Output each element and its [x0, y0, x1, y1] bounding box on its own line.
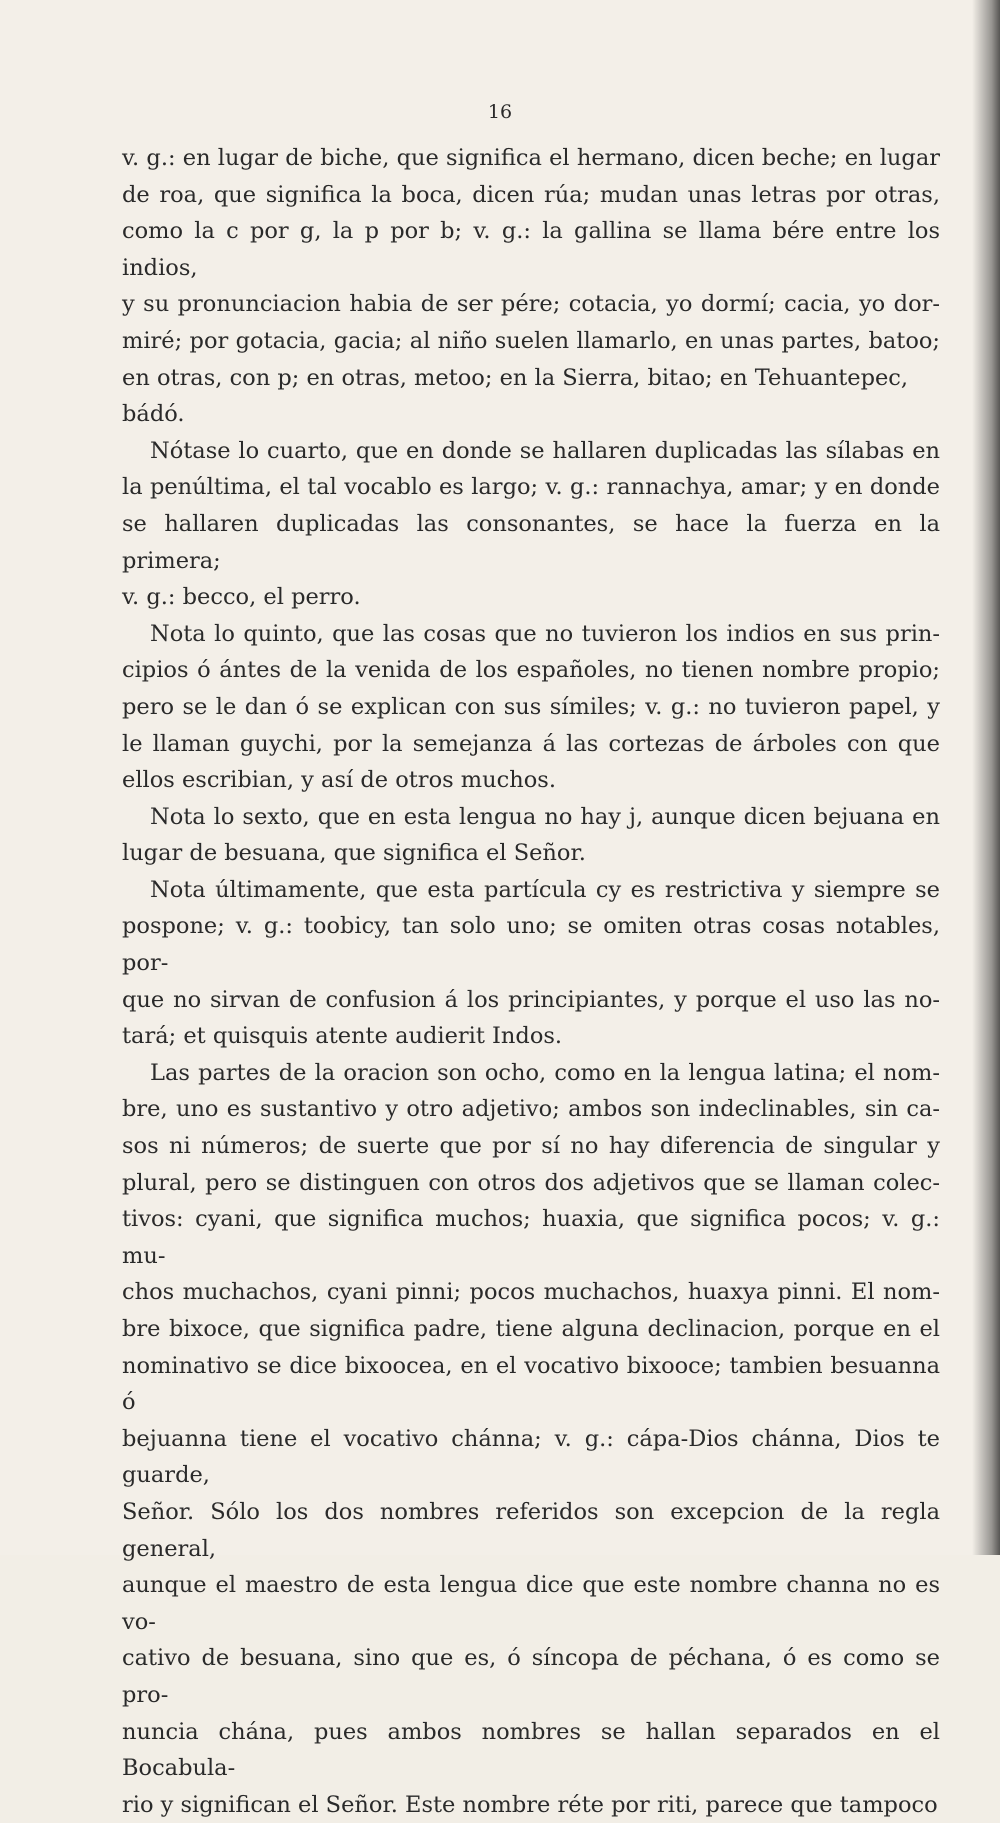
text-line: chos muchachos, cyani pinni; pocos muchachos, huaxya pinni. El nom-: [122, 1279, 940, 1306]
paragraph-p4: [122, 799, 940, 872]
text-line: le llaman guychi, por la semejanza á las cortezas de árboles con que: [122, 730, 940, 757]
paragraph-p5: [122, 872, 940, 1055]
text-line: tará; et quisquis atente audierit Indos.: [122, 1023, 563, 1050]
text-line: pero se le dan ó se explican con sus símiles; v. g.: no tuvieron papel, y: [122, 693, 940, 720]
text-line: Las partes de la oracion son ocho, como en la lengua latina; el nom-: [150, 1059, 940, 1086]
text-line: v. g.: en lugar de biche, que significa el hermano, dicen beche; en lugar: [122, 145, 940, 171]
text-line: pospone; v. g.: toobicy, tan solo uno; se omiten otras cosas notables, por-: [122, 913, 940, 977]
text-line: Nota lo quinto, que las cosas que no tuvieron los indios en sus prin-: [150, 620, 940, 647]
text-line: Nota últimamente, que esta partícula cy es restrictiva y siempre se: [150, 876, 940, 903]
text-line: nominativo se dice bixoocea, en el vocativo bixooce; tambien besuanna ó: [122, 1352, 940, 1416]
text-line: plural, pero se distinguen con otros dos adjetivos que se llaman colec-: [122, 1169, 940, 1196]
page-number: 16: [487, 101, 513, 123]
text-line: v. g.: becco, el perro.: [122, 584, 361, 611]
text-line: Nótase lo cuarto, que en donde se hallaren duplicadas las sílabas en: [150, 437, 940, 464]
paragraph-p6: [122, 1055, 940, 1823]
text-line: cipios ó ántes de la venida de los españoles, no tienen nombre propio;: [122, 657, 940, 684]
text-line: Nota lo sexto, que en esta lengua no hay j, aunque dicen bejuana en: [150, 803, 940, 830]
text-line: como la c por g, la p por b; v. g.: la gallina se llama bére entre los indios,: [122, 218, 940, 281]
text-line: nuncia chána, pues ambos nombres se hallan separados en el Bocabula-: [122, 1718, 940, 1782]
text-line: se hallaren duplicadas las consonantes, se hace la fuerza en la primera;: [122, 510, 940, 574]
paragraph-p3: [122, 616, 940, 799]
text-line: rio y significan el Señor. Este nombre réte por riti, parece que tampoco: [122, 1791, 938, 1818]
page-edge-shadow: [972, 0, 1000, 1555]
text-line: que no sirvan de confusion á los principiantes, y porque el uso las no-: [122, 986, 940, 1013]
text-line: de roa, que significa la boca, dicen rúa; mudan unas letras por otras,: [122, 181, 940, 208]
text-line: sos ni números; de suerte que por sí no hay diferencia de singular y: [122, 1133, 940, 1160]
text-line: bejuanna tiene el vocativo chánna; v. g.: cápa-Dios chánna, Dios te guarde,: [122, 1425, 940, 1489]
text-line: ellos escribian, y así de otros muchos.: [122, 767, 556, 794]
text-line: lugar de besuana, que significa el Señor.: [122, 840, 586, 867]
text-line: bre, uno es sustantivo y otro adjetivo; ambos son indeclinables, sin ca-: [122, 1096, 940, 1123]
paragraph-p2: [122, 433, 940, 616]
text-line: tivos: cyani, que significa muchos; huaxia, que significa pocos; v. g.: mu-: [122, 1206, 940, 1269]
text-line: miré; por gotacia, gacia; al niño suelen llamarlo, en unas partes, batoo;: [122, 327, 940, 354]
text-line: y su pronunciacion habia de ser pére; cotacia, yo dormí; cacia, yo dor-: [122, 291, 940, 318]
paragraph-p1: [122, 140, 940, 433]
text-line: cativo de besuana, sino que es, ó síncopa de péchana, ó es como se pro-: [122, 1645, 940, 1708]
text-line: en otras, con p; en otras, metoo; en la Sierra, bitao; en Tehuantepec, bádó.: [122, 364, 909, 428]
text-line: bre bixoce, que significa padre, tiene alguna declinacion, porque en el: [122, 1316, 940, 1342]
text-line: aunque el maestro de esta lengua dice que este nombre channa no es vo-: [122, 1572, 940, 1635]
text-line: Señor. Sólo los dos nombres referidos son excepcion de la regla general,: [122, 1498, 940, 1562]
text-line: la penúltima, el tal vocablo es largo; v. g.: rannachya, amar; y en donde: [122, 474, 940, 501]
body-text: [122, 140, 940, 1823]
